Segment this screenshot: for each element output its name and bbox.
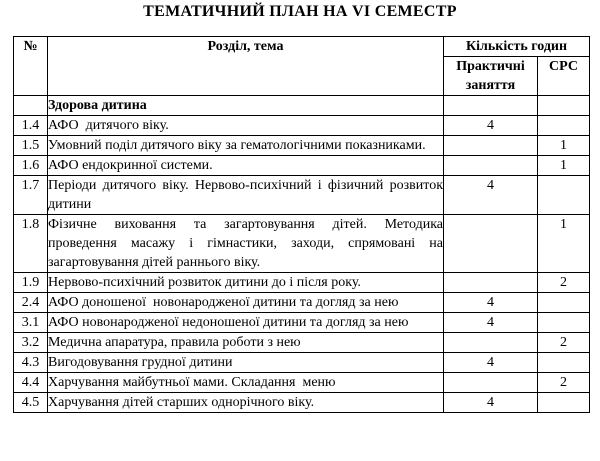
table-row — [14, 393, 590, 413]
row-number: 3.1 — [14, 313, 48, 333]
row-topic: Нервово-психічний розвиток дитини до і після року. — [48, 273, 444, 293]
row-number: 1.8 — [14, 215, 48, 273]
row-practical-hours: 4 — [444, 176, 538, 215]
row-number: 4.4 — [14, 373, 48, 393]
table-header — [14, 37, 590, 96]
thematic-plan-table — [13, 36, 590, 413]
row-practical-hours — [444, 156, 538, 176]
row-practical-hours: 4 — [444, 116, 538, 136]
row-srs-hours: 1 — [538, 136, 590, 156]
table-row — [14, 96, 590, 116]
table-body — [14, 96, 590, 413]
row-number: 4.3 — [14, 353, 48, 373]
table-row — [14, 353, 590, 373]
row-number: 2.4 — [14, 293, 48, 313]
row-practical-hours: 4 — [444, 353, 538, 373]
row-topic: Умовний поділ дитячого віку за гематологічними показниками. — [48, 136, 444, 156]
row-srs-hours — [538, 313, 590, 333]
table-row — [14, 333, 590, 353]
row-number — [14, 96, 48, 116]
row-practical-hours — [444, 373, 538, 393]
header-num: № — [14, 37, 48, 96]
row-srs-hours — [538, 393, 590, 413]
row-practical-hours — [444, 273, 538, 293]
row-number: 1.4 — [14, 116, 48, 136]
row-topic: Вигодовування грудної дитини — [48, 353, 444, 373]
row-srs-hours: 2 — [538, 333, 590, 353]
row-practical-hours — [444, 96, 538, 116]
row-practical-hours — [444, 136, 538, 156]
header-practical: Практичні заняття — [444, 57, 538, 96]
row-topic: Харчування майбутньої мами. Складання меню — [48, 373, 444, 393]
table-row — [14, 156, 590, 176]
table-row — [14, 373, 590, 393]
row-practical-hours: 4 — [444, 313, 538, 333]
header-row-1 — [14, 37, 590, 57]
header-topic: Розділ, тема — [48, 37, 444, 96]
row-srs-hours — [538, 353, 590, 373]
table-row — [14, 136, 590, 156]
table-row — [14, 176, 590, 215]
row-number: 3.2 — [14, 333, 48, 353]
row-topic: Здорова дитина — [48, 96, 444, 116]
row-srs-hours: 1 — [538, 215, 590, 273]
row-topic: АФО ендокринної системи. — [48, 156, 444, 176]
header-hours-group: Кількість годин — [444, 37, 590, 57]
row-srs-hours: 2 — [538, 273, 590, 293]
table-row — [14, 215, 590, 273]
row-topic: Харчування дітей старших однорічного віку. — [48, 393, 444, 413]
row-srs-hours — [538, 116, 590, 136]
row-srs-hours — [538, 293, 590, 313]
header-srs: СРС — [538, 57, 590, 96]
row-practical-hours: 4 — [444, 293, 538, 313]
row-number: 1.5 — [14, 136, 48, 156]
row-topic: АФО новонародженої недоношеної дитини та догляд за нею — [48, 313, 444, 333]
table-row — [14, 313, 590, 333]
row-topic: АФО дитячого віку. — [48, 116, 444, 136]
row-number: 1.6 — [14, 156, 48, 176]
page-title: ТЕМАТИЧНИЙ ПЛАН НА VI СЕМЕСТР — [143, 3, 457, 20]
table-row — [14, 116, 590, 136]
row-practical-hours: 4 — [444, 393, 538, 413]
row-topic: Фізичне виховання та загартовування дітей. Методика проведення масажу і гімнастики, заходи, спрямовані на загартовування дітей раннього віку. — [48, 215, 444, 273]
row-topic: Періоди дитячого віку. Нервово-психічний і фізичний розвиток дитини — [48, 176, 444, 215]
row-srs-hours: 1 — [538, 156, 590, 176]
row-srs-hours — [538, 96, 590, 116]
row-number: 1.9 — [14, 273, 48, 293]
row-practical-hours — [444, 215, 538, 273]
table-row — [14, 293, 590, 313]
row-topic: АФО доношеної новонародженої дитини та догляд за нею — [48, 293, 444, 313]
row-srs-hours: 2 — [538, 373, 590, 393]
row-number: 1.7 — [14, 176, 48, 215]
row-practical-hours — [444, 333, 538, 353]
row-topic: Медична апаратура, правила роботи з нею — [48, 333, 444, 353]
table-row — [14, 273, 590, 293]
row-srs-hours — [538, 176, 590, 215]
row-number: 4.5 — [14, 393, 48, 413]
